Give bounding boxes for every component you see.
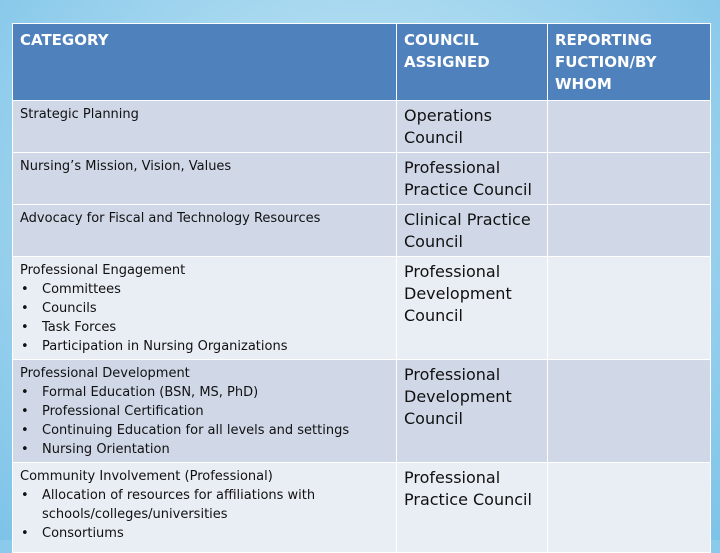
council-cell: Clinical Practice Council — [397, 205, 548, 257]
list-item: • Participation in Nursing Organizations — [42, 337, 389, 356]
reporting-cell — [548, 205, 711, 257]
table-row — [13, 257, 711, 360]
header-council-assigned: COUNCIL ASSIGNED — [397, 24, 548, 101]
table-row — [13, 101, 711, 153]
category-title: Advocacy for Fiscal and Technology Resources — [20, 211, 321, 226]
table-row — [13, 463, 711, 553]
council-assignment-table — [12, 23, 711, 553]
category-title: Community Involvement (Professional) — [20, 469, 273, 484]
category-title: Nursing’s Mission, Vision, Values — [20, 159, 232, 174]
category-cell — [13, 463, 397, 553]
category-title: Professional Development — [20, 366, 190, 381]
list-item: • Continuing Education for all levels and settings — [42, 421, 389, 440]
list-item: • Formal Education (BSN, MS, PhD) — [42, 383, 389, 402]
category-title: Professional Engagement — [20, 263, 186, 278]
header-reporting: REPORTING FUCTION/BY WHOM — [548, 24, 711, 101]
category-title: Strategic Planning — [20, 107, 139, 122]
reporting-cell — [548, 360, 711, 463]
table-row — [13, 205, 711, 257]
category-item-list — [20, 486, 389, 543]
council-cell: Professional Development Council — [397, 360, 548, 463]
council-cell: Professional Practice Council — [397, 463, 548, 553]
list-item: • Councils — [42, 299, 389, 318]
reporting-cell — [548, 101, 711, 153]
category-cell — [13, 153, 397, 205]
list-item: • Professional Certification — [42, 402, 389, 421]
council-cell: Operations Council — [397, 101, 548, 153]
category-item-list — [20, 280, 389, 356]
category-item-list — [20, 383, 389, 459]
category-cell — [13, 257, 397, 360]
category-cell — [13, 205, 397, 257]
reporting-cell — [548, 257, 711, 360]
list-item: • Consortiums — [42, 524, 389, 543]
list-item: • Committees — [42, 280, 389, 299]
table-row — [13, 153, 711, 205]
category-cell — [13, 101, 397, 153]
council-cell: Professional Development Council — [397, 257, 548, 360]
list-item: • Allocation of resources for affiliations with schools/colleges/universities — [42, 486, 389, 524]
list-item: • Task Forces — [42, 318, 389, 337]
list-item: • Nursing Orientation — [42, 440, 389, 459]
header-category: CATEGORY — [13, 24, 397, 101]
reporting-cell — [548, 463, 711, 553]
table-row — [13, 360, 711, 463]
category-cell — [13, 360, 397, 463]
reporting-cell — [548, 153, 711, 205]
header-row — [13, 24, 711, 101]
council-cell: Professional Practice Council — [397, 153, 548, 205]
